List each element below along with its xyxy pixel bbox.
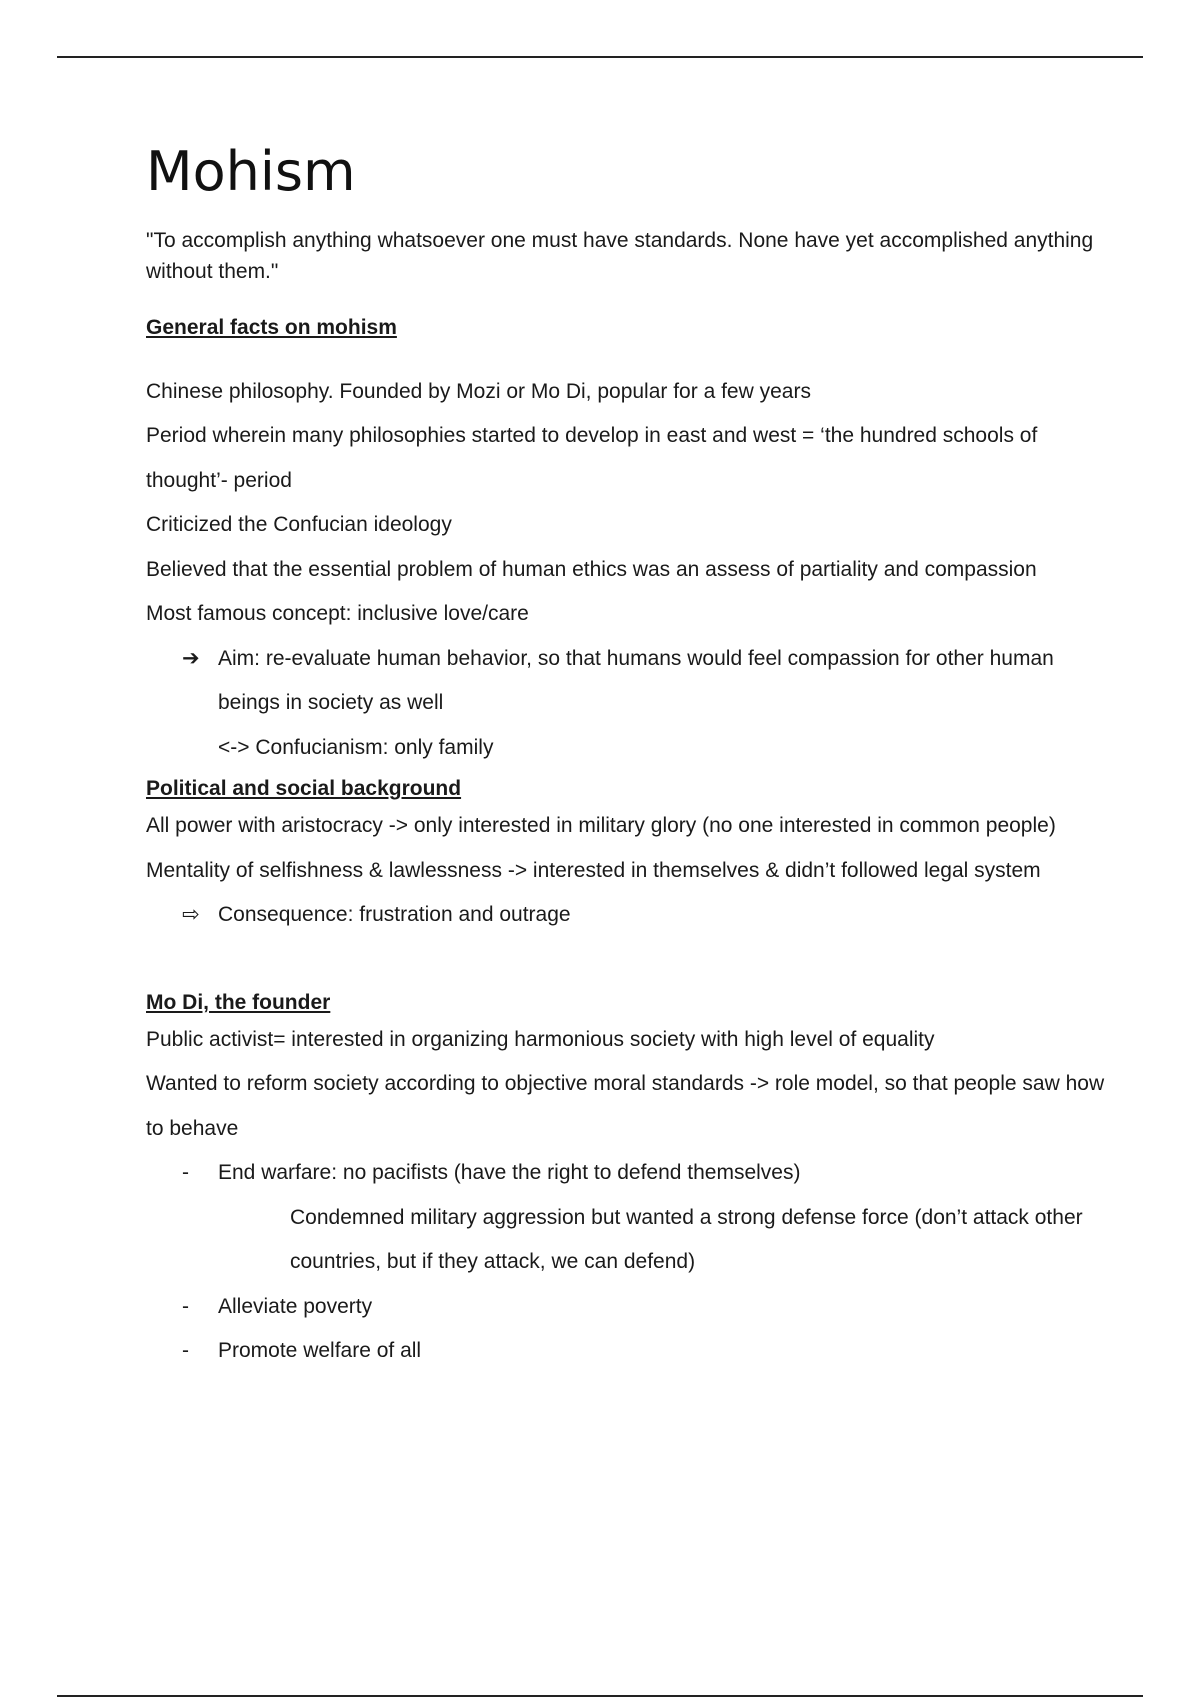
page-title: Mohism xyxy=(146,140,356,203)
list-item-end-warfare xyxy=(146,1151,1106,1196)
dash-bullet-icon: - xyxy=(182,1161,189,1185)
dash-bullet-icon: - xyxy=(182,1294,189,1318)
list-item-text: Consequence: frustration and outrage xyxy=(218,903,571,927)
paragraph-line: Period wherein many philosophies started to develop in east and west = ‘the hundred schools of thought’- period xyxy=(146,424,1038,492)
list-item-aim xyxy=(146,637,1106,726)
footer-rule xyxy=(57,1695,1143,1697)
section-heading-founder: Mo Di, the founder xyxy=(146,990,331,1014)
arrow-right-outline-icon: ⇨ xyxy=(182,903,200,927)
section-heading-political-background: Political and social background xyxy=(146,777,462,801)
list-item-contrast: <-> Confucianism: only family xyxy=(218,735,494,759)
arrow-right-bold-icon: ➔ xyxy=(182,646,200,670)
paragraph-line: Public activist= interested in organizing harmonious society with high level of equality xyxy=(146,1027,935,1051)
section-heading-general-facts: General facts on mohism xyxy=(146,315,397,339)
paragraph-line: All power with aristocracy -> only interested in military glory (no one interested in common people) xyxy=(146,814,1056,838)
document-body xyxy=(146,140,1106,1374)
list-item-text: Alleviate poverty xyxy=(218,1294,373,1318)
list-item-consequence xyxy=(146,893,1106,938)
list-item-poverty xyxy=(146,1285,1106,1330)
list-item-text: Aim: re-evaluate human behavior, so that humans would feel compassion for other human beings in society as well xyxy=(218,646,1054,715)
list-item-sub-text: Condemned military aggression but wanted a strong defense force (don’t attack other countries, but if they attack, we can defend) xyxy=(290,1205,1083,1274)
paragraph-line: Criticized the Confucian ideology xyxy=(146,513,452,537)
dash-bullet-icon: - xyxy=(182,1339,189,1363)
list-item-welfare xyxy=(146,1329,1106,1374)
paragraph-line: Chinese philosophy. Founded by Mozi or Mo Di, popular for a few years xyxy=(146,379,811,403)
paragraph-line: Most famous concept: inclusive love/care xyxy=(146,602,529,626)
paragraph-line: Believed that the essential problem of human ethics was an assess of partiality and compassion xyxy=(146,557,1037,581)
paragraph-line: Mentality of selfishness & lawlessness -> interested in themselves & didn’t followed legal system xyxy=(146,858,1041,882)
opening-quote: "To accomplish anything whatsoever one must have standards. None have yet accomplished anything without them." xyxy=(146,228,1094,283)
list-item-text: End warfare: no pacifists (have the right to defend themselves) xyxy=(218,1161,801,1185)
list-item-text: Promote welfare of all xyxy=(218,1339,422,1363)
header-rule xyxy=(57,56,1143,58)
paragraph-line: Wanted to reform society according to objective moral standards -> role model, so that people saw how to behave xyxy=(146,1072,1105,1140)
